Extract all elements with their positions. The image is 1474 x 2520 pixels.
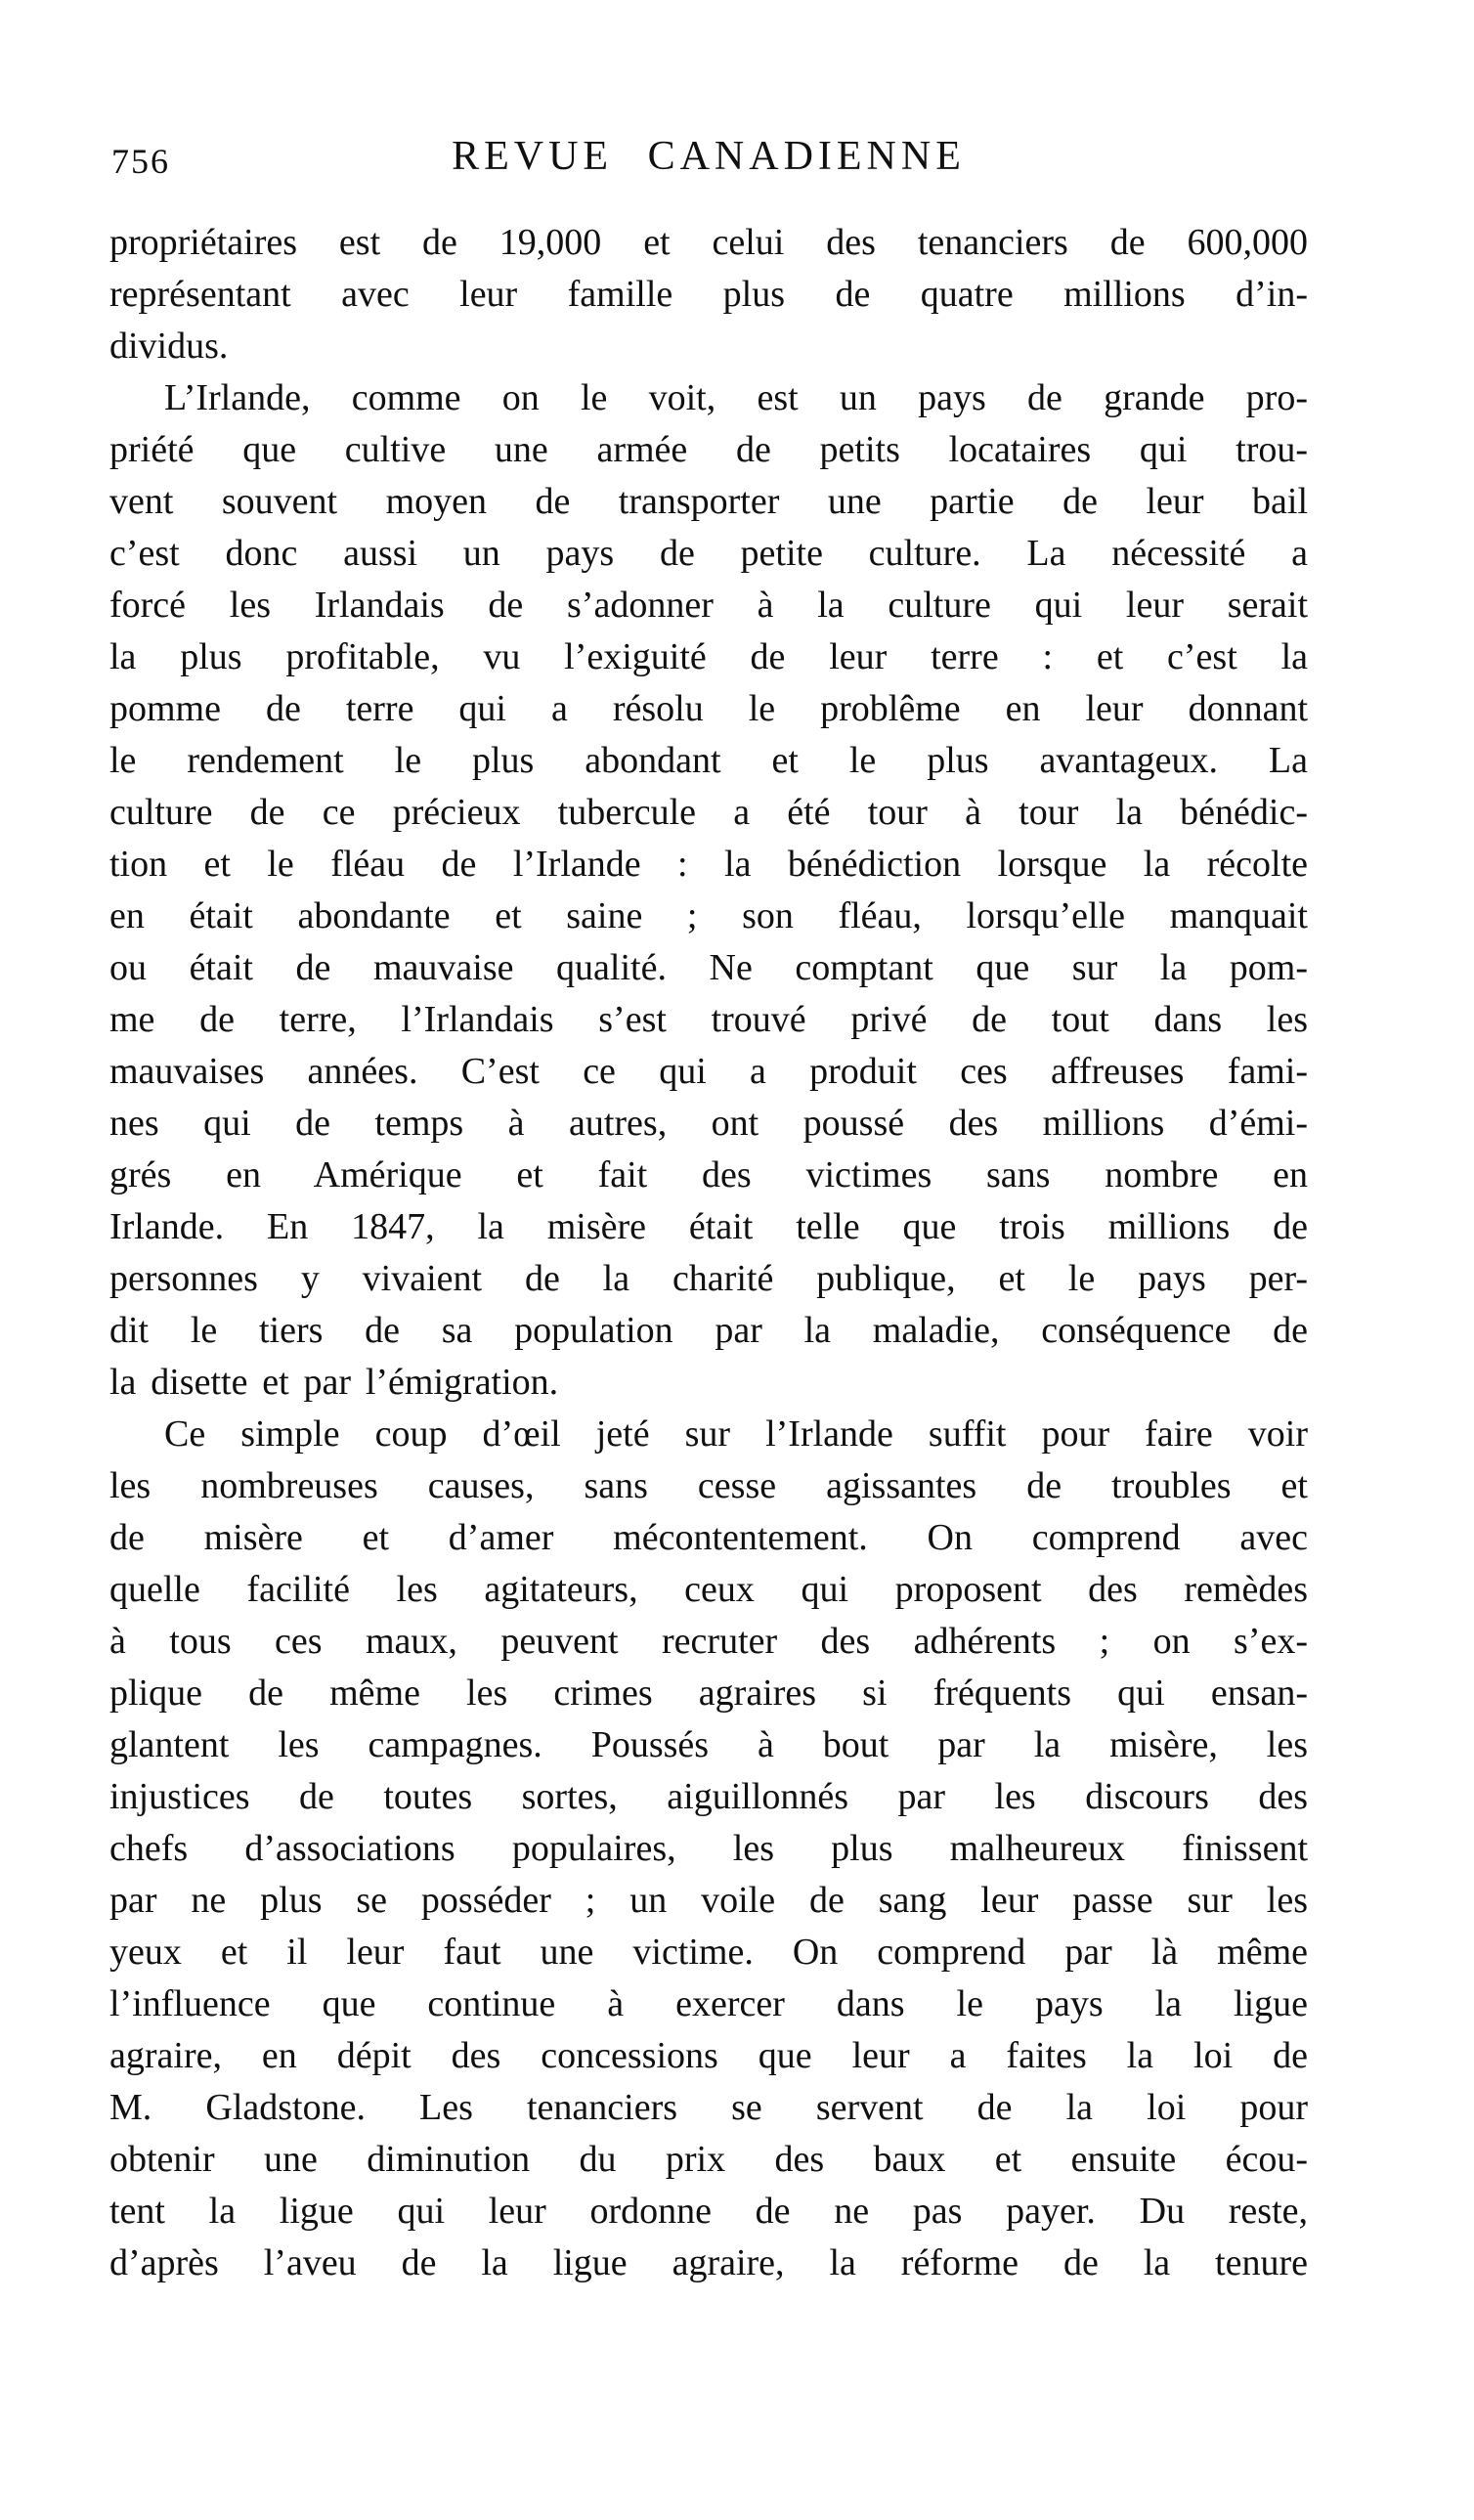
text-line: quelle facilité les agitateurs, ceux qui proposent des remèdes — [109, 1569, 1308, 1610]
text-line: mauvaises années. C’est ce qui a produit ces affreuses fami- — [109, 1051, 1308, 1092]
text-line: en était abondante et saine ; son fléau, lorsqu’elle manquait — [109, 895, 1308, 936]
text-line: à tous ces maux, peuvent recruter des adhérents ; on s’ex- — [109, 1621, 1308, 1662]
paragraph — [109, 372, 1308, 1409]
running-title: REVUE CANADIENNE — [452, 134, 966, 179]
text-line: propriétaires est de 19,000 et celui des tenanciers de 600,000 — [109, 222, 1308, 263]
text-line: forcé les Irlandais de s’adonner à la culture qui leur serait — [109, 585, 1308, 626]
text-line: plique de même les crimes agraires si fréquents qui ensan- — [109, 1673, 1308, 1714]
text-line: me de terre, l’Irlandais s’est trouvé privé de tout dans les — [109, 999, 1308, 1040]
text-line: chefs d’associations populaires, les plus malheureux finissent — [109, 1828, 1308, 1869]
page-number: 756 — [111, 142, 170, 181]
text-line: ou était de mauvaise qualité. Ne comptant que sur la pom- — [109, 947, 1308, 988]
text-line: nes qui de temps à autres, ont poussé des millions d’émi- — [109, 1103, 1308, 1144]
page-header — [109, 133, 1308, 184]
paragraph — [109, 217, 1308, 372]
text-line: pomme de terre qui a résolu le problême en leur donnant — [109, 688, 1308, 729]
text-line: obtenir une diminution du prix des baux et ensuite écou- — [109, 2139, 1308, 2180]
text-line: L’Irlande, comme on le voit, est un pays de grande pro- — [164, 377, 1308, 418]
text-line: vent souvent moyen de transporter une partie de leur bail — [109, 481, 1308, 522]
text-line: l’influence que continue à exercer dans le pays la ligue — [109, 1983, 1308, 2024]
text-line: la disette et par l’émigration. — [109, 1362, 559, 1403]
text-line: agraire, en dépit des concessions que leur a faites la loi de — [109, 2035, 1308, 2076]
text-line: injustices de toutes sortes, aiguillonnés par les discours des — [109, 1776, 1308, 1817]
text-line: la plus profitable, vu l’exiguité de leur terre : et c’est la — [109, 636, 1308, 677]
text-line: yeux et il leur faut une victime. On comprend par là même — [109, 1932, 1308, 1973]
text-line: personnes y vivaient de la charité publique, et le pays per- — [109, 1258, 1308, 1299]
text-line: culture de ce précieux tubercule a été tour à tour la bénédic- — [109, 792, 1308, 833]
text-line: de misère et d’amer mécontentement. On comprend avec — [109, 1517, 1308, 1558]
text-line: le rendement le plus abondant et le plus avantageux. La — [109, 740, 1308, 781]
text-line: par ne plus se posséder ; un voile de sang leur passe sur les — [109, 1880, 1308, 1921]
text-line: d’après l’aveu de la ligue agraire, la réforme de la tenure — [109, 2242, 1308, 2283]
text-line: Ce simple coup d’œil jeté sur l’Irlande suffit pour faire voir — [164, 1413, 1308, 1455]
page-body — [109, 217, 1308, 2289]
text-line: c’est donc aussi un pays de petite culture. La nécessité a — [109, 533, 1308, 574]
text-line: priété que cultive une armée de petits locataires qui trou- — [109, 429, 1308, 470]
text-line: dit le tiers de sa population par la maladie, conséquence de — [109, 1310, 1308, 1351]
text-line: glantent les campagnes. Poussés à bout par la misère, les — [109, 1724, 1308, 1765]
text-line: représentant avec leur famille plus de quatre millions d’in- — [109, 274, 1308, 315]
text-line: grés en Amérique et fait des victimes sans nombre en — [109, 1154, 1308, 1195]
text-line: M. Gladstone. Les tenanciers se servent de la loi pour — [109, 2087, 1308, 2128]
text-line: Irlande. En 1847, la misère était telle que trois millions de — [109, 1206, 1308, 1247]
text-line: tion et le fléau de l’Irlande : la bénédiction lorsque la récolte — [109, 844, 1308, 885]
text-line: les nombreuses causes, sans cesse agissantes de troubles et — [109, 1465, 1308, 1506]
text-line: dividus. — [109, 326, 229, 367]
text-line: tent la ligue qui leur ordonne de ne pas payer. Du reste, — [109, 2191, 1308, 2232]
paragraph — [109, 1409, 1308, 2289]
